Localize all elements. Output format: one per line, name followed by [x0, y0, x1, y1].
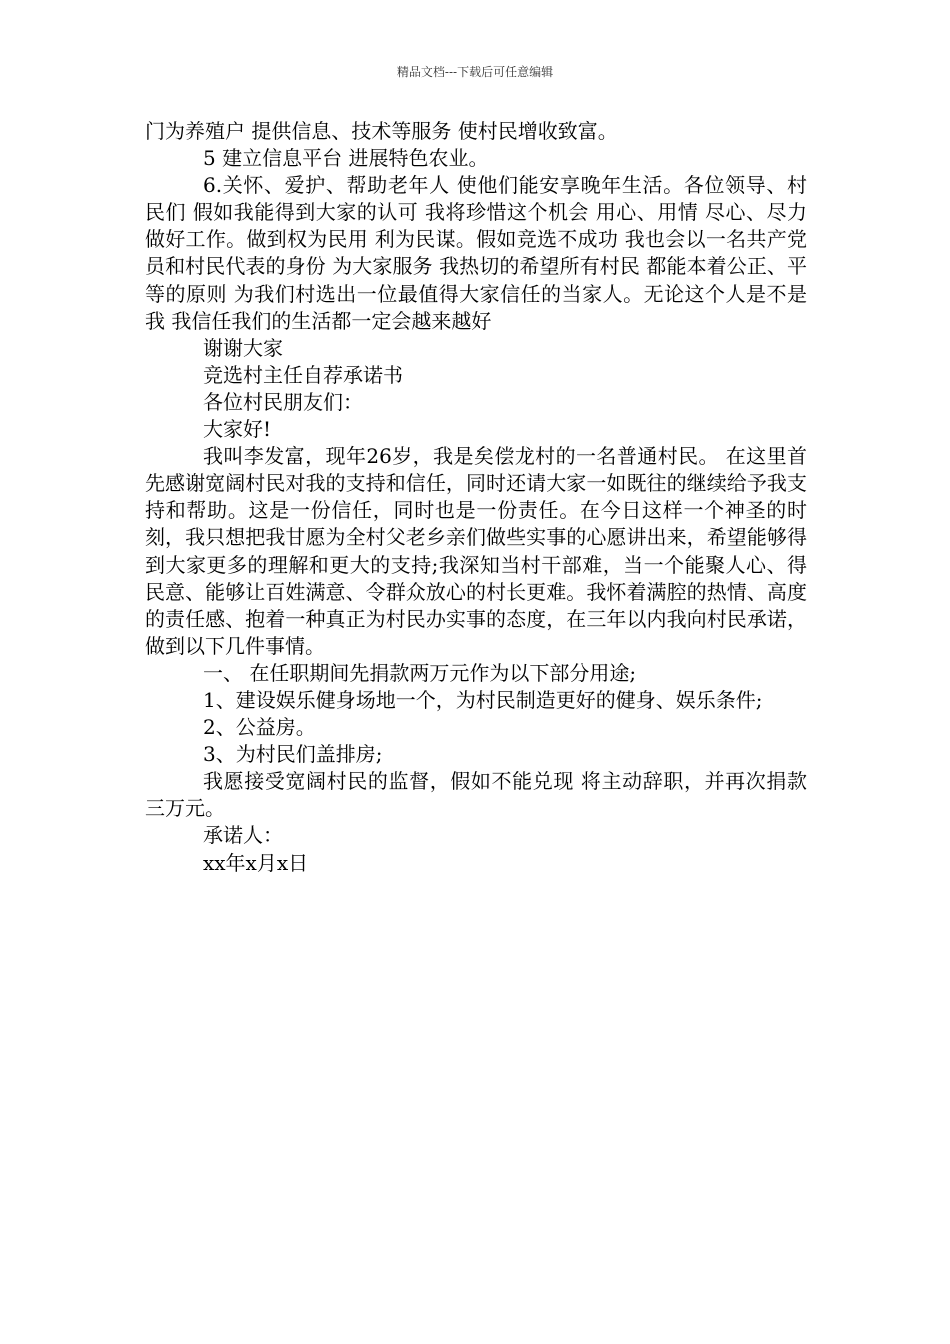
paragraph-supervision: 我愿接受宽阔村民的监督，假如不能兑现 将主动辞职，并再次捐款三万元。 [145, 769, 807, 821]
paragraph-thanks: 谢谢大家 [203, 335, 283, 360]
paragraph-info-platform: 5 建立信息平台 进展特色农业。 [203, 146, 489, 171]
pledge-subitem-2: 2、公益房。 [203, 715, 316, 740]
salutation: 各位村民朋友们： [203, 389, 363, 414]
pledge-subitem-3: 3、为村民们盖排房; [203, 742, 383, 767]
page-header: 精品文档---下载后可任意编辑 [396, 65, 554, 79]
paragraph-elderly-care: 6.关怀、爱护、帮助老年人 使他们能安享晚年生活。各位领导、村民们 假如我能得到大家的认可 我将珍惜这个机会 用心、用情 尽心、尽力做好工作。做到权为民用 利为民谋。假如竞选不成功 我也会以一名共产党员和村民代表的身份 为大家服务 我热切的希望所有村民 都能本着公正、平等的原则 为我们村选出一位最值得大家信任的当家人。无论这个人是不是我 我信任我们的生活都一定会越来越好 [145, 173, 807, 333]
signature-label: 承诺人： [203, 823, 283, 848]
signature-date: xx年x月x日 [203, 850, 309, 875]
paragraph-introduction: 我叫李发富，现年26岁，我是矣偿龙村的一名普通村民。 在这里首先感谢宽阔村民对我的支持和信任，同时还请大家一如既往的继续给予我支持和帮助。这是一份信任，同时也是一份责任。在今日这样一个神圣的时刻，我只想把我甘愿为全村父老乡亲们做些实事的心愿讲出来，希望能够得到大家更多的理解和更大的支持;我深知当村干部难，当一个能聚人心、得民意、能够让百姓满意、令群众放心的村长更难。我怀着满腔的热情、高度的责任感、抱着一种真正为村民办实事的态度，在三年以内我向村民承诺，做到以下几件事情。 [145, 444, 807, 658]
document-title: 竞选村主任自荐承诺书 [203, 362, 403, 387]
document-body [145, 118, 807, 877]
pledge-item-1: 一、 在任职期间先捐款两万元作为以下部分用途; [203, 660, 637, 685]
paragraph-service: 门为养殖户 提供信息、技术等服务 使村民增收致富。 [145, 119, 618, 143]
greeting: 大家好! [203, 417, 272, 442]
pledge-subitem-1: 1、建设娱乐健身场地一个，为村民制造更好的健身、娱乐条件; [203, 687, 763, 712]
